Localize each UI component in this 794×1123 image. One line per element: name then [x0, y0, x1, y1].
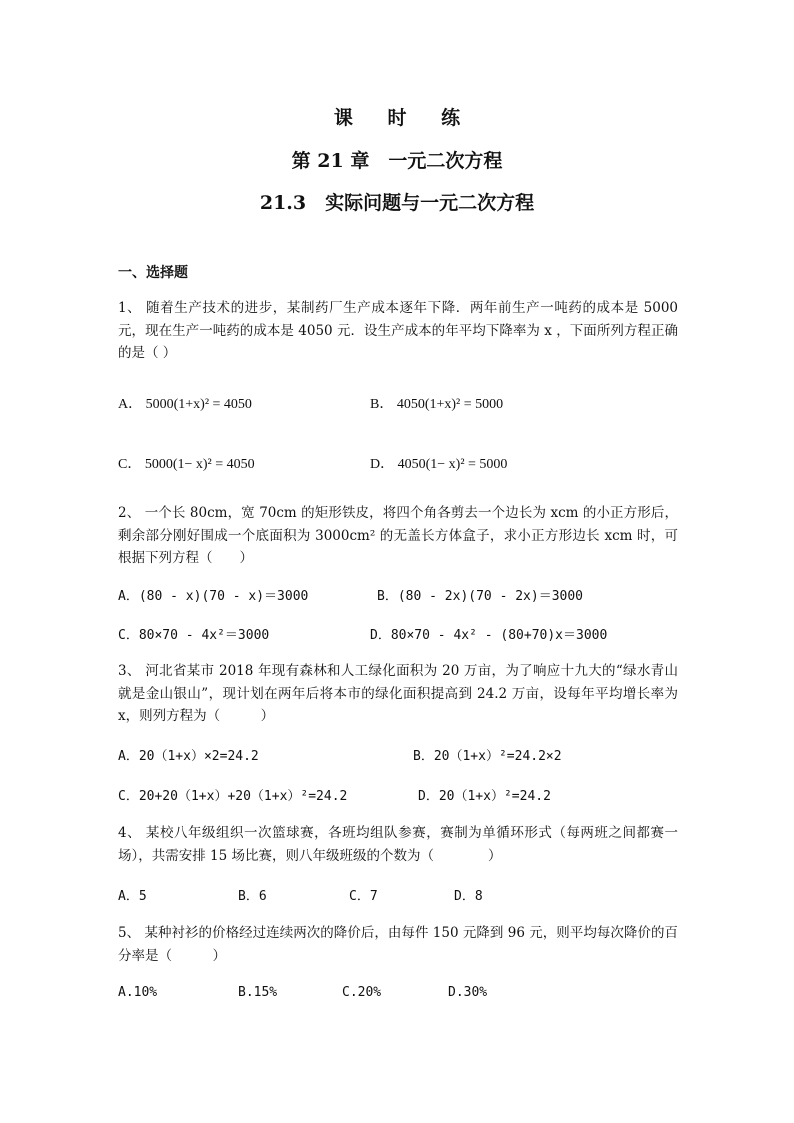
question-5-option-a[interactable]: A.10%	[118, 985, 158, 1000]
question-4-text: 4、 某校八年级组织一次篮球赛，各班均组队参赛，赛制为单循环形式（每两班之间都赛一场），共需安排 15 场比赛，则八年级班级的个数为（ ）	[118, 825, 678, 864]
question-2-option-b[interactable]: B．(80 - 2x)(70 - 2x)＝3000	[377, 589, 584, 604]
question-1	[118, 297, 678, 365]
question-2-option-d[interactable]: D．80×70 - 4x² - (80+70)x＝3000	[370, 628, 608, 643]
question-4-option-d[interactable]: D．8	[454, 889, 483, 904]
question-3-option-c[interactable]: C．20+20（1+x）+20（1+x）²=24.2	[118, 789, 348, 804]
question-1-option-c[interactable]: C． 5000(1− x)² = 4050	[118, 457, 255, 472]
question-1-option-d[interactable]: D． 4050(1− x)² = 5000	[370, 457, 508, 472]
question-3-option-b[interactable]: B．20（1+x）²=24.2×2	[413, 749, 562, 764]
question-2-option-a[interactable]: A．(80 - x)(70 - x)＝3000	[118, 589, 309, 604]
question-4-option-c[interactable]: C．7	[349, 889, 378, 904]
question-2	[118, 502, 678, 570]
lesson-title: 21.3 实际问题与一元二次方程	[259, 192, 535, 214]
question-2-text: 2、 一个长 80cm，宽 70cm 的矩形铁皮，将四个角各剪去一个边长为 xcm 的小正方形后，剩余部分刚好围成一个底面积为 3000cm² 的无盖长方体盒子，求小正方形边长 xcm 时，可根据下列方程（ ）	[118, 505, 678, 566]
question-3-text: 3、 河北省某市 2018 年现有森林和人工绿化面积为 20 万亩，为了响应十九大的“绿水青山就是金山银山”，现计划在两年后将本市的绿化面积提高到 24.2 万亩，设每年平均增长率为 x，则列方程为（ ）	[118, 663, 678, 724]
question-1-text: 1、 随着生产技术的进步，某制药厂生产成本逐年下降．两年前生产一吨药的成本是 5000 元，现在生产一吨药的成本是 4050 元．设生产成本的年平均下降率为 x ，下面所列方程正确的是（ ）	[118, 300, 678, 361]
question-5	[118, 922, 678, 967]
chapter-title: 第 21 章 一元二次方程	[291, 150, 503, 172]
question-5-option-c[interactable]: C.20%	[342, 985, 382, 1000]
question-3	[118, 660, 678, 728]
worksheet-title: 课 时 练	[333, 107, 475, 129]
question-4-option-a[interactable]: A．5	[118, 889, 147, 904]
question-5-option-d[interactable]: D.30%	[448, 985, 488, 1000]
question-1-option-a[interactable]: A． 5000(1+x)² = 4050	[118, 397, 252, 412]
section-heading: 一、选择题	[118, 265, 188, 281]
question-3-option-a[interactable]: A．20（1+x）×2=24.2	[118, 749, 259, 764]
question-4	[118, 822, 678, 867]
question-4-option-b[interactable]: B．6	[238, 889, 267, 904]
question-2-option-c[interactable]: C．80×70 - 4x²＝3000	[118, 628, 270, 643]
question-3-option-d[interactable]: D．20（1+x）²=24.2	[418, 789, 551, 804]
question-5-option-b[interactable]: B.15%	[238, 985, 278, 1000]
question-1-option-b[interactable]: B． 4050(1+x)² = 5000	[370, 397, 504, 412]
question-5-text: 5、 某种衬衫的价格经过连续两次的降价后，由每件 150 元降到 96 元，则平均每次降价的百分率是（ ）	[118, 925, 678, 964]
